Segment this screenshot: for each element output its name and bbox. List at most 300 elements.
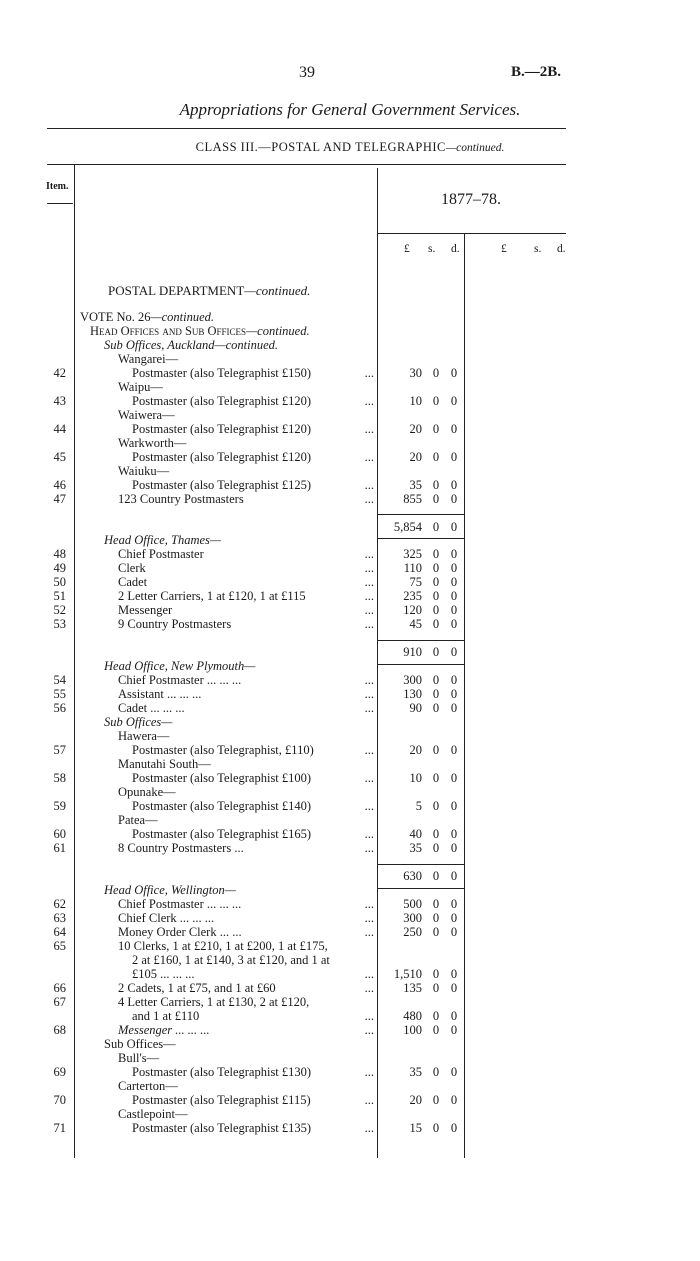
- amount-shillings: 0: [432, 981, 440, 995]
- row-text: Chief Postmaster: [118, 547, 204, 561]
- leader-dots: ...: [364, 1065, 374, 1079]
- year-header-rule: [377, 233, 566, 234]
- table-row: [0, 1108, 700, 1122]
- table-row-item-65: [0, 940, 700, 954]
- subtotal-rule: [378, 664, 464, 665]
- table-row: [0, 437, 700, 451]
- row-description: [118, 1108, 187, 1122]
- row-description: [118, 674, 241, 688]
- table-row-item-66: [0, 982, 700, 996]
- amount-pounds: 235: [403, 589, 422, 603]
- pound-header-2: £: [501, 243, 507, 255]
- table-row-item-54: [0, 674, 700, 688]
- row-description: [118, 996, 309, 1010]
- row-description: [104, 660, 255, 674]
- row-text: Sub Offices—: [104, 1037, 176, 1051]
- amount-shillings: 0: [432, 673, 440, 687]
- amount-shillings: 0: [432, 771, 440, 785]
- row-text: Chief Postmaster ... ... ...: [118, 673, 242, 687]
- row-description: [118, 353, 178, 367]
- item-number: 58: [53, 771, 66, 785]
- leader-dots: ...: [364, 687, 374, 701]
- item-number: 69: [53, 1065, 66, 1079]
- row-text: 2 Letter Carriers, 1 at £120, 1 at £115: [118, 589, 306, 603]
- leader-dots: ...: [364, 589, 374, 603]
- subtotal-rule: [378, 538, 464, 539]
- row-text: Bull's—: [118, 1051, 160, 1065]
- amount-shillings: 0: [432, 1121, 440, 1135]
- amount-pounds: 500: [403, 897, 422, 911]
- table-row-item-62: [0, 898, 700, 912]
- amount-pence: 0: [450, 422, 458, 436]
- row-description: [132, 479, 311, 493]
- row-text: Manutahi South—: [118, 757, 211, 771]
- item-number: 64: [53, 925, 66, 939]
- amount-pounds: 40: [409, 827, 422, 841]
- table-row-item-60: [0, 828, 700, 842]
- amount-pence: 0: [450, 1009, 458, 1023]
- leader-dots: ...: [364, 1023, 374, 1037]
- item-number: 66: [53, 981, 66, 995]
- amount-pence: 0: [450, 897, 458, 911]
- row-description: [132, 954, 330, 968]
- amount-shillings: 0: [432, 743, 440, 757]
- row-text: Cadet ... ... ...: [118, 701, 185, 715]
- leader-dots: ...: [364, 492, 374, 506]
- table-row: [0, 1080, 700, 1094]
- amount-pence: 0: [450, 450, 458, 464]
- row-text: Warkworth—: [118, 436, 187, 450]
- amount-pence: 0: [450, 701, 458, 715]
- amount-shillings: 0: [432, 394, 440, 408]
- table-row-item-42: [0, 367, 700, 381]
- amount-shillings: 0: [432, 645, 440, 659]
- row-description: [118, 465, 169, 479]
- amount-pounds: 10: [409, 394, 422, 408]
- row-description: [104, 716, 172, 730]
- row-description: [118, 842, 244, 856]
- item-number: 52: [53, 603, 66, 617]
- item-number: 67: [53, 995, 66, 1009]
- amount-pence: 0: [450, 492, 458, 506]
- amount-pence: 0: [450, 925, 458, 939]
- row-text: Assistant ... ... ...: [118, 687, 202, 701]
- table-row: [0, 786, 700, 800]
- leader-dots: ...: [364, 478, 374, 492]
- row-text: Postmaster (also Telegraphist £125): [132, 478, 312, 492]
- amount-pounds: 30: [409, 366, 422, 380]
- table-row: [0, 954, 700, 968]
- row-text: Money Order Clerk ... ...: [118, 925, 242, 939]
- row-text: 2 Cadets, 1 at £75, and 1 at £60: [118, 981, 276, 995]
- row-text: Carterton—: [118, 1079, 178, 1093]
- item-number: 42: [53, 366, 66, 380]
- table-row-item-52: [0, 604, 700, 618]
- amount-shillings: 0: [432, 603, 440, 617]
- row-description: [132, 1010, 199, 1024]
- table-row-item-49: [0, 562, 700, 576]
- leader-dots: ...: [364, 841, 374, 855]
- row-continued: —continued.: [214, 338, 279, 352]
- row-text: Postmaster (also Telegraphist £120): [132, 422, 312, 436]
- row-description: [132, 451, 311, 465]
- row-description: [132, 800, 311, 814]
- table-row: [0, 311, 700, 325]
- row-description: [118, 1052, 159, 1066]
- leader-dots: ...: [364, 981, 374, 995]
- amount-pounds: 75: [409, 575, 422, 589]
- amount-pounds: 1,510: [393, 967, 422, 981]
- row-continued: —continued.: [150, 310, 215, 324]
- amount-pounds: 5,854: [393, 520, 422, 534]
- amount-shillings: 0: [432, 897, 440, 911]
- amount-shillings: 0: [432, 1093, 440, 1107]
- item-number: 65: [53, 939, 66, 953]
- amount-pounds: 5: [415, 799, 422, 813]
- table-row: [0, 730, 700, 744]
- row-text: Postmaster (also Telegraphist £135): [132, 1121, 312, 1135]
- subtotal-rule: [378, 640, 464, 641]
- amount-pounds: 35: [409, 478, 422, 492]
- row-text: Postmaster (also Telegraphist £120): [132, 394, 312, 408]
- row-text: Messenger: [118, 603, 173, 617]
- amount-shillings: 0: [432, 687, 440, 701]
- row-description: [118, 982, 276, 996]
- row-description: [118, 898, 241, 912]
- row-text: Postmaster (also Telegraphist £150): [132, 366, 312, 380]
- row-text: Head Offices and Sub Offices: [90, 324, 247, 338]
- amount-pence: 0: [450, 589, 458, 603]
- table-row: [0, 534, 700, 548]
- table-row-item-44: [0, 423, 700, 437]
- row-text: Postmaster (also Telegraphist £115): [132, 1093, 311, 1107]
- pence-header-2: d.: [557, 243, 566, 255]
- leader-dots: ...: [364, 827, 374, 841]
- table-row-item-63: [0, 912, 700, 926]
- row-description: [104, 534, 221, 548]
- row-text: Cadet: [118, 575, 148, 589]
- amount-pence: 0: [450, 981, 458, 995]
- row-text: Postmaster (also Telegraphist £130): [132, 1065, 312, 1079]
- table-row-item-57: [0, 744, 700, 758]
- row-description: [118, 688, 201, 702]
- leader-dots: ...: [364, 561, 374, 575]
- amount-pence: 0: [450, 841, 458, 855]
- amount-shillings: 0: [432, 589, 440, 603]
- item-number: 56: [53, 701, 66, 715]
- amount-pence: 0: [450, 478, 458, 492]
- row-description: [104, 884, 236, 898]
- pence-header: d.: [451, 243, 460, 255]
- row-description: [118, 548, 204, 562]
- amount-pence: 0: [450, 967, 458, 981]
- leader-dots: ...: [364, 450, 374, 464]
- row-text: Chief Clerk ... ... ...: [118, 911, 215, 925]
- amount-pounds: 480: [403, 1009, 422, 1023]
- row-text: Postmaster (also Telegraphist £120): [132, 450, 312, 464]
- item-number: 48: [53, 547, 66, 561]
- amount-pounds: 20: [409, 422, 422, 436]
- amount-pence: 0: [450, 645, 458, 659]
- table-row-item-45: [0, 451, 700, 465]
- row-text: Sub Offices—: [104, 715, 173, 729]
- row-description: [118, 786, 176, 800]
- item-number: 71: [53, 1121, 66, 1135]
- amount-shillings: 0: [432, 1065, 440, 1079]
- row-text: Clerk: [118, 561, 146, 575]
- table-row: [0, 1038, 700, 1052]
- row-text: Head Office, Wellington—: [104, 883, 236, 897]
- row-text: Head Office, New Plymouth—: [104, 659, 256, 673]
- row-description: [132, 744, 314, 758]
- amount-pounds: 20: [409, 1093, 422, 1107]
- amount-pence: 0: [450, 575, 458, 589]
- row-text: Opunake—: [118, 785, 176, 799]
- row-description: [80, 311, 214, 325]
- table-row-item-43: [0, 395, 700, 409]
- amount-pence: 0: [450, 687, 458, 701]
- amount-pence: 0: [450, 771, 458, 785]
- amount-shillings: 0: [432, 1009, 440, 1023]
- row-description: [132, 968, 195, 982]
- amount-pence: 0: [450, 1065, 458, 1079]
- amount-pounds: 20: [409, 743, 422, 757]
- amount-shillings: 0: [432, 422, 440, 436]
- leader-dots: ...: [364, 422, 374, 436]
- amount-pence: 0: [450, 743, 458, 757]
- amount-shillings: 0: [432, 967, 440, 981]
- row-description: [118, 814, 158, 828]
- amount-pence: 0: [450, 673, 458, 687]
- row-description: [118, 604, 172, 618]
- amount-pence: 0: [450, 911, 458, 925]
- item-number: 49: [53, 561, 66, 575]
- row-text: 10 Clerks, 1 at £210, 1 at £200, 1 at £175,: [118, 939, 328, 953]
- leader-dots: ...: [364, 1121, 374, 1135]
- amount-pounds: 300: [403, 673, 422, 687]
- amount-pounds: 10: [409, 771, 422, 785]
- item-number: 53: [53, 617, 66, 631]
- amount-shillings: 0: [432, 827, 440, 841]
- amount-pounds: 35: [409, 841, 422, 855]
- amount-shillings: 0: [432, 478, 440, 492]
- amount-pounds: 15: [409, 1121, 422, 1135]
- row-description: [104, 1038, 176, 1052]
- table-row-item-56: [0, 702, 700, 716]
- leader-dots: ...: [364, 617, 374, 631]
- amount-pounds: 855: [403, 492, 422, 506]
- item-number: 62: [53, 897, 66, 911]
- row-description: [118, 926, 242, 940]
- amount-pounds: 910: [403, 645, 422, 659]
- table-row-item-50: [0, 576, 700, 590]
- row-text: Postmaster (also Telegraphist £165): [132, 827, 312, 841]
- item-number: 70: [53, 1093, 66, 1107]
- item-header-rule: [47, 203, 73, 204]
- table-row-item-59: [0, 800, 700, 814]
- leader-dots: ...: [364, 1009, 374, 1023]
- table-row: [0, 381, 700, 395]
- amount-shillings: 0: [432, 911, 440, 925]
- table-row-item-69: [0, 1066, 700, 1080]
- row-text: 123 Country Postmasters: [118, 492, 244, 506]
- amount-pounds: 120: [403, 603, 422, 617]
- table-row: [0, 353, 700, 367]
- leader-dots: ...: [364, 701, 374, 715]
- amount-shillings: 0: [432, 925, 440, 939]
- amount-pounds: 90: [409, 701, 422, 715]
- leader-dots: ...: [364, 575, 374, 589]
- row-text: Messenger ... ... ...: [118, 1023, 210, 1037]
- item-number: 59: [53, 799, 66, 813]
- amount-shillings: 0: [432, 701, 440, 715]
- row-text: Postmaster (also Telegraphist £140): [132, 799, 312, 813]
- amount-pounds: 100: [403, 1023, 422, 1037]
- row-description: [132, 1066, 311, 1080]
- table-row-item-64: [0, 926, 700, 940]
- table-row: [0, 758, 700, 772]
- table-row: [0, 660, 700, 674]
- amount-pounds: 300: [403, 911, 422, 925]
- item-number: 55: [53, 687, 66, 701]
- amount-shillings: 0: [432, 520, 440, 534]
- shilling-header: s.: [428, 243, 436, 255]
- row-description: [118, 618, 231, 632]
- amount-pounds: 20: [409, 450, 422, 464]
- row-description: [118, 493, 244, 507]
- amount-pence: 0: [450, 603, 458, 617]
- item-number: 61: [53, 841, 66, 855]
- row-description: [132, 1122, 311, 1136]
- row-text: and 1 at £110: [132, 1009, 200, 1023]
- table-row: [0, 465, 700, 479]
- table-row: [0, 716, 700, 730]
- table-row-item-58: [0, 772, 700, 786]
- amount-pounds: 630: [403, 869, 422, 883]
- leader-dots: ...: [364, 1093, 374, 1107]
- amount-shillings: 0: [432, 841, 440, 855]
- table-row-item-53: [0, 618, 700, 632]
- item-number: 47: [53, 492, 66, 506]
- item-number: 63: [53, 911, 66, 925]
- row-text: Hawera—: [118, 729, 170, 743]
- row-text: Sub Offices, Auckland: [104, 338, 215, 352]
- leader-dots: ...: [364, 967, 374, 981]
- amount-shillings: 0: [432, 1023, 440, 1037]
- leader-dots: ...: [364, 547, 374, 561]
- table-row: [0, 409, 700, 423]
- row-description: [118, 437, 186, 451]
- table-row: [0, 884, 700, 898]
- amount-shillings: 0: [432, 492, 440, 506]
- amount-pounds: 110: [403, 561, 422, 575]
- table-row: [0, 814, 700, 828]
- item-number: 60: [53, 827, 66, 841]
- table-row-item-51: [0, 590, 700, 604]
- amount-pence: 0: [450, 1093, 458, 1107]
- table-row: [0, 339, 700, 353]
- amount-pence: 0: [450, 366, 458, 380]
- row-description: [118, 758, 211, 772]
- year-header: 1877–78.: [441, 191, 501, 208]
- row-text: Patea—: [118, 813, 158, 827]
- row-description: [90, 325, 310, 339]
- item-column-header: Item.: [46, 181, 69, 192]
- item-number: 46: [53, 478, 66, 492]
- item-number: 43: [53, 394, 66, 408]
- table-row-item-71: [0, 1122, 700, 1136]
- row-text: 2 at £160, 1 at £140, 3 at £120, and 1 at: [132, 953, 330, 967]
- table-top-rule: [47, 164, 566, 165]
- row-text: 9 Country Postmasters: [118, 617, 232, 631]
- item-number: 45: [53, 450, 66, 464]
- leader-dots: ...: [364, 925, 374, 939]
- row-text: Head Office, Thames—: [104, 533, 221, 547]
- item-number: 54: [53, 673, 66, 687]
- amount-shillings: 0: [432, 561, 440, 575]
- row-description: [118, 1024, 210, 1038]
- amount-shillings: 0: [432, 450, 440, 464]
- row-description: [118, 940, 328, 954]
- row-text: £105 ... ... ...: [132, 967, 195, 981]
- amount-shillings: 0: [432, 575, 440, 589]
- item-number: 50: [53, 575, 66, 589]
- leader-dots: ...: [364, 897, 374, 911]
- shilling-header-2: s.: [534, 243, 542, 255]
- leader-dots: ...: [364, 799, 374, 813]
- row-description: [118, 730, 169, 744]
- subtotal-rule: [378, 514, 464, 515]
- table-row-item-47: [0, 493, 700, 507]
- title-rule: [47, 128, 566, 129]
- amount-pounds: 45: [409, 617, 422, 631]
- row-description: [118, 381, 163, 395]
- section-title: POSTAL DEPARTMENT—continued.: [108, 283, 311, 298]
- leader-dots: ...: [364, 366, 374, 380]
- amount-shillings: 0: [432, 799, 440, 813]
- pound-header: £: [404, 243, 410, 255]
- table-row: [0, 870, 700, 884]
- leader-dots: ...: [364, 911, 374, 925]
- amount-pence: 0: [450, 1023, 458, 1037]
- leader-dots: ...: [364, 394, 374, 408]
- amount-pence: 0: [450, 520, 458, 534]
- amount-pounds: 130: [403, 687, 422, 701]
- table-row: [0, 1052, 700, 1066]
- row-text: Wangarei—: [118, 352, 179, 366]
- table-row-item-46: [0, 479, 700, 493]
- row-description: [118, 590, 306, 604]
- table-row-item-61: [0, 842, 700, 856]
- leader-dots: ...: [364, 771, 374, 785]
- subtotal-rule: [378, 864, 464, 865]
- amount-shillings: 0: [432, 869, 440, 883]
- subtotal-rule: [378, 888, 464, 889]
- item-number: 57: [53, 743, 66, 757]
- table-row: [0, 325, 700, 339]
- page-number: 39: [299, 64, 315, 81]
- row-description: [118, 702, 185, 716]
- leader-dots: ...: [364, 743, 374, 757]
- row-description: [132, 772, 311, 786]
- row-text: VOTE No. 26: [80, 310, 151, 324]
- amount-pence: 0: [450, 617, 458, 631]
- row-description: [132, 828, 311, 842]
- row-description: [118, 576, 147, 590]
- amount-pounds: 135: [403, 981, 422, 995]
- row-description: [118, 1080, 178, 1094]
- amount-pence: 0: [450, 827, 458, 841]
